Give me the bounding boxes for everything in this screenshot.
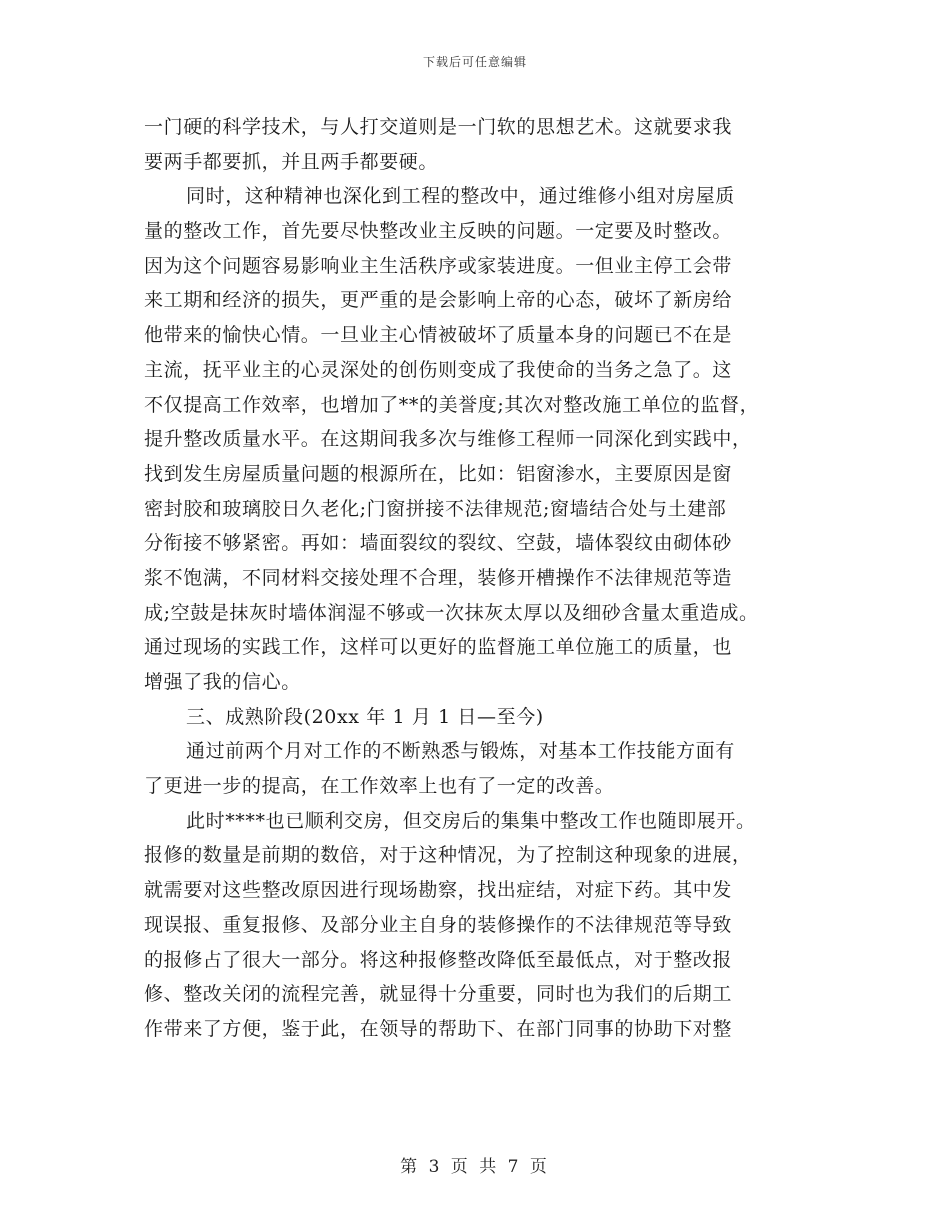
text-line: 他带来的愉快心情。一旦业主心情被破坏了质量本身的问题已不在是 bbox=[144, 324, 733, 347]
text-line: 不仅提高工作效率，也增加了**的美誉度;其次对整改施工单位的监督， bbox=[144, 393, 760, 416]
text-line: 一门硬的科学技术，与人打交道则是一门软的思想艺术。这就要求我 bbox=[144, 116, 733, 138]
text-line: 增强了我的信心。 bbox=[144, 671, 301, 693]
text-line: 密封胶和玻璃胶日久老化;门窗拼接不法律规范;窗墙结合处与土建部 bbox=[144, 497, 727, 520]
text-line: 此时****也已顺利交房，但交房后的集集中整改工作也随即展开。 bbox=[186, 809, 756, 832]
text-line: 主流，抚平业主的心灵深处的创伤则变成了我使命的当务之急了。这 bbox=[144, 358, 733, 381]
text-line: 作带来了方便，鉴于此，在领导的帮助下、在部门同事的协助下对整 bbox=[144, 1017, 733, 1040]
text-line: 就需要对这些整改原因进行现场勘察，找出症结，对症下药。其中发 bbox=[144, 879, 733, 902]
text-line: 的报修占了很大一部分。将这种报修整改降低至最低点，对于整改报 bbox=[144, 948, 733, 971]
text-line: 成;空鼓是抹灰时墙体润湿不够或一次抹灰太厚以及细砂含量太重造成。 bbox=[144, 601, 759, 624]
text-line: 同时，这种精神也深化到工程的整改中，通过维修小组对房屋质 bbox=[186, 185, 735, 208]
text-line: 来工期和经济的损失，更严重的是会影响上帝的心态，破坏了新房给 bbox=[144, 289, 733, 312]
text-line: 分衔接不够紧密。再如：墙面裂纹的裂纹、空鼓，墙体裂纹由砌体砂 bbox=[144, 532, 733, 555]
text-line: 修、整改关闭的流程完善，就显得十分重要，同时也为我们的后期工 bbox=[144, 983, 733, 1006]
text-line: 现误报、重复报修、及部分业主自身的装修操作的不法律规范等导致 bbox=[144, 913, 733, 936]
text-line: 量的整改工作，首先要尽快整改业主反映的问题。一定要及时整改。 bbox=[144, 220, 733, 243]
text-line: 了更进一步的提高，在工作效率上也有了一定的改善。 bbox=[144, 775, 615, 798]
text-line: 找到发生房屋质量问题的根源所在，比如：铝窗渗水，主要原因是窗 bbox=[144, 462, 733, 485]
page-footer: 第 3 页 共 7 页 bbox=[400, 1157, 550, 1177]
document-body bbox=[144, 110, 844, 1047]
text-line: 因为这个问题容易影响业主生活秩序或家装进度。一但业主停工会带 bbox=[144, 254, 733, 277]
text-line: 通过现场的实践工作，这样可以更好的监督施工单位施工的质量，也 bbox=[144, 636, 733, 659]
text-line: 浆不饱满，不同材料交接处理不合理，装修开槽操作不法律规范等造 bbox=[144, 566, 733, 589]
text-line: 三、成熟阶段(20xx 年 1 月 1 日—至今) bbox=[186, 705, 544, 728]
page-header: 下载后可任意编辑 bbox=[422, 55, 527, 69]
text-line: 提升整改质量水平。在这期间我多次与维修工程师一同深化到实践中， bbox=[144, 428, 752, 451]
text-line: 通过前两个月对工作的不断熟悉与锻炼，对基本工作技能方面有 bbox=[186, 740, 735, 763]
text-line: 要两手都要抓，并且两手都要硬。 bbox=[144, 150, 439, 173]
text-line: 报修的数量是前期的数倍，对于这种情况，为了控制这种现象的进展， bbox=[144, 844, 752, 867]
